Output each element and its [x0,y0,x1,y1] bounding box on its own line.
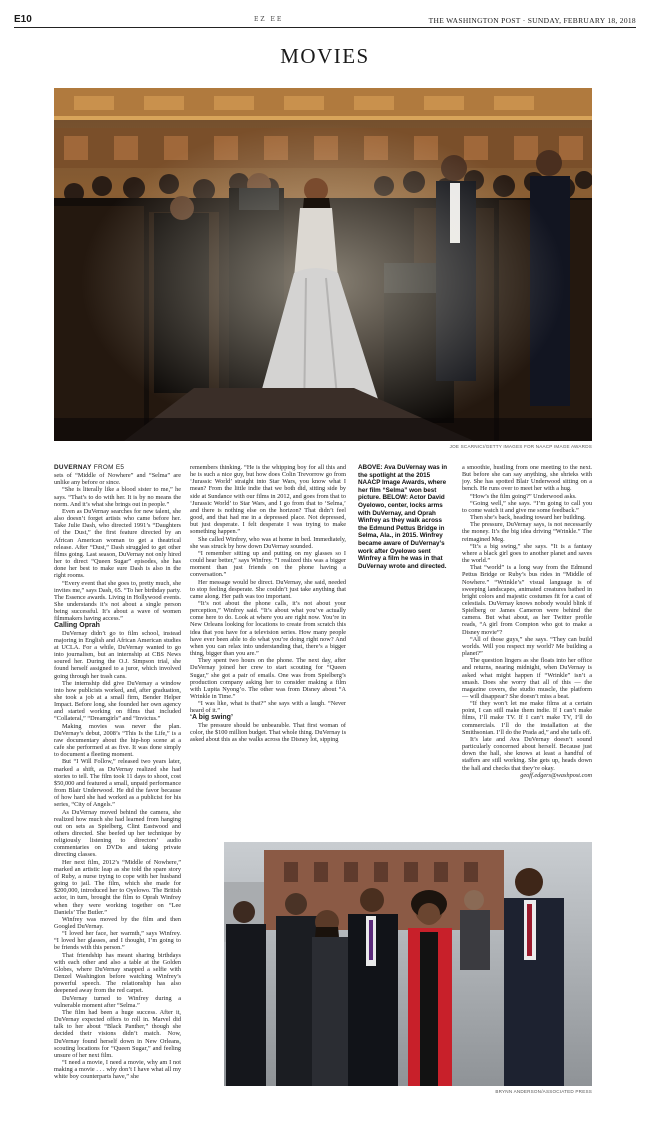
paragraph: “How’s the film going?” Underwood asks. [470,492,577,500]
paragraph: “It’s not about the phone calls, it’s not about your perception,” Winfrey said. “It’s about what you’ve actually come here to do. Look at where you are right now. You’re in New Orleans looking for locations to create from scratch this idea that you have for a television series. How many people have ever been able to do what you’re doing right now? And when you can relax into understanding that, there’s a bigger thing, bigger than you are.” [190,599,346,658]
paragraph: Her next film, 2012’s “Middle of Nowhere,” marked an artistic leap as she told the spare story of Ruby, a nurse trying to cope with her husband going to jail. The film, which she made for $200,000, introduced her to Oyelowo. The British actor, in turn, brought the film to Oprah Winfrey when they were working together on “Lee Daniels’ The Butler.” [54,858,181,916]
dateline: THE WASHINGTON POST · SUNDAY, FEBRUARY 18, 2018 [428,16,636,25]
paragraph: The question lingers as she floats into her office and returns, nearing midnight, when DuVernay is asked what might happen if “Wrinkle” isn’t a smash. Does she worry that all of this — the magazine covers, the studio muscle, the platform — will disappear? She doesn’t miss a beat. [462,657,592,700]
paragraph: It’s late and Ava DuVernay doesn’t sound particularly concerned about herself. Because just down the hall, she knows at least a handful of staffers are still working. She gets up, heads down the hall and checks that they’re okay. [462,735,592,772]
bottom-photo-credit: BRYNN ANDERSON/ASSOCIATED PRESS [495,1089,592,1094]
jump-label: DUVERNAY [54,464,92,471]
paragraph: The pressure should be unbearable. That first woman of color, the $100 million budget. That whole thing. DuVernay is asked about this as she walks across the Disney lot, sipping [190,721,346,743]
jump-line [54,464,181,471]
paragraph: DuVernay didn’t go to film school, instead majoring in English and African American studies at UCLA. For a while, DuVernay wanted to go into journalism, but an internship at CBS News soured her. During the O.J. Simpson trial, she found herself assigned to a juror, which involved going through her trash cans. [54,629,181,680]
photo-caption [358,464,448,584]
page-header [14,14,636,28]
bottom-photo [224,842,592,1086]
author-email: geoff.edgers@washpost.com [520,771,592,779]
article-column-1 [54,464,181,1084]
bottom-photo-illustration [224,842,592,1086]
paragraph: “I loved her face, her warmth,” says Winfrey. “I loved her glasses, and I thought, I’m going to be friends with this person.” [54,930,181,952]
paragraph: “It’s a big swing,” she says. “It is a fantasy where a black girl goes to another planet and saves the world.” [462,542,592,565]
paragraph: They spent two hours on the phone. The next day, after DuVernay joined her crew to start scouting for “Queen Sugar,” she got a pair of emails. One was from Spielberg’s production company asking her to consider making a film with Lupita Nyong’o. The other was from Disney about “A Wrinkle in Time.” [190,657,346,700]
caption-text: ABOVE: Ava DuVernay was in the spotlight at the 2015 NAACP Image Awards, where her film “Selma” won best picture. BELOW: Actor David Oyelowo, center, locks arms with DuVernay, and Oprah Winfrey as they walk across the Edmund Pettus Bridge in Selma, Ala., in 2015. Winfrey became aware of DuVernay’s work after Oyelowo sent Winfrey a film he was in that DuVernay wrote and directed. [358,464,448,570]
top-photo-illustration [54,88,592,441]
paragraph: sets of “Middle of Nowhere” and “Selma” are unlike any before or since. [54,472,181,487]
page-number: E10 [14,14,32,25]
paragraph: “If they won’t let me make films at a certain point, I can still make them indie. If I can’t make films, I’ll make TV. If I can’t make TV, I’ll do commercials. I’ll do the installation at the Smithsonian. I’ll do the Prada ad,” and she tails off. [462,700,592,736]
paragraph: “I need a movie, I need a movie, why am I not making a movie . . . why don’t I have what all my white boy counterparts have,” she [54,1058,181,1081]
paragraph: Winfrey was moved by the film and then Googled DuVernay. [54,915,181,930]
paragraph: Her message would be direct. DuVernay, she said, needed to stop feeling desperate. She couldn’t just take anything that came along. Her path was too important. [190,578,346,600]
paragraph: “I remember sitting up and putting on my glasses so I could hear better,” says Winfrey. “I realized this was a bigger moment than just friends on the phone having a conversation.” [190,549,346,579]
paragraph: That friendship has meant sharing birthdays with each other and also a table at the Golden Globes, where DuVernay snapped a selfie with Denzel Washington before watching Winfrey’s powerful speech. The relationship has also deepened away from the red carpet. [54,951,181,995]
paragraph: “All of those guys,” she says. “They can build worlds. Will you respect my world? Me building a planet?” [462,635,592,658]
paragraph: “I was like, what is that?” she says with a laugh. “Never heard of it.” [190,700,346,715]
paragraph: a smoothie, hustling from one meeting to the next. But before she can say anything, she shrieks with joy. She has spotted Blair Underwood sitting on a bench. He runs over to meet her with a hug. [462,464,592,493]
paragraph: As DuVernay moved behind the camera, she realized how much she had learned from hanging out on sets as Spielberg, Clint Eastwood and others directed. She beefed up her technique by religiously listening to directors’ audio commentaries on DVDs and taking private directing classes. [54,808,181,859]
article-column-2 [190,464,346,840]
paragraph: “Going well,” she says. “I’m going to call you to come watch it and give me some feedback.” [462,499,592,514]
article-column-4 [462,464,592,840]
section-title: MOVIES [280,44,370,68]
paragraph: Making movies was never the plan. DuVernay’s debut, 2008’s “This Is the Life,” is a raw documentary about the hip-hop scene at a cafe she performed at as five. It was done simply to document a fleeting moment. [54,722,181,759]
paragraph: The film had been a huge success. After it, DuVernay expected offers to roll in. Marvel did talk to her about “Black Panther,” though she decided their visions didn’t match. Now, DuVernay found herself down in New Orleans, scouting locations for “Queen Sugar,” and feeling unsure of her next film. [54,1008,181,1059]
paragraph: But “I Will Follow,” released two years later, marked a shift, as DuVernay realized she had stories to tell. The film took 11 days to shoot, cost $50,000 and featured a small, unpaid performance from Blair Underwood. He did the favor because of how hard she had worked as a publicist for his series, “City of Angels.” [54,758,181,809]
edition-marks: EZ EE [254,16,284,23]
paragraph: The internship did give DuVernay a window into how publicists worked, and, after graduation, she took a job at a small firm, Bender Helper Impact. Before long, she founded her own agency and started working on films that included “Collateral,” “Dreamgirls” and “Invictus.” [54,679,181,723]
subhead: Calling Oprah [54,622,100,630]
paragraph: Then she’s back, heading toward her building. [470,514,586,522]
top-photo-credit: JOE SCARNICI/GETTY IMAGES FOR NAACP IMAGE AWARDS [449,444,592,449]
paragraph: remembers thinking. “He is the whipping boy for all this and he is such a nice guy, but how does Colin Trevorrow go from ‘Jurassic World’ straight into Star Wars, you know what I mean? From the little indie that we both did, sitting side by side at Sundance with our films in 2012, and goes from that to ‘Jurassic World’ to Star Wars, and I go from that to ‘Selma,’ and there is nothing else on the horizon? That didn’t feel good, and that had me in a depressed place. Not depressed, but just desperate. I felt desperate I was trying to make something happen.” [190,464,346,536]
paragraph: That “world” is a long way from the Edmund Pettus Bridge or Ruby’s bus rides in “Middle of Nowhere.” “Wrinkle’s” visual language is of sweeping landscapes, animated creatures bathed in bright colors and majestic costumes fit for a cast of celestials. DuVernay knows nobody would blink if Spielberg or James Cameron were behind the camera. But what about, as her Twitter profile reads, “A girl from Compton who got to make a Disney movie”? [462,564,592,636]
paragraph: DuVernay turned to Winfrey during a vulnerable moment after “Selma.” [54,994,181,1009]
paragraph: Even as DuVernay searches for new talent, she also doesn’t forget artists who came before her. Take Julie Dash, who directed 1991’s “Daughters of the Dust,” the first feature directed by an African American woman to get a theatrical release. After “Dust,” Dash struggled to get other films going. Last season, DuVernay not only hired her to direct “Queen Sugar” episodes, she has done her best to make sure Dash is also in the right rooms. [54,507,181,580]
paragraph: “Every event that she goes to, pretty much, she invites me,” says Dash, 65. “To her birthday party. The Essence awards. Living in Hollywood events. She understands it’s not about a single person being successful. It’s about a wave of women filmmakers having access.” [54,579,181,623]
paragraph: “She is literally like a blood sister to me,” he says. “That’s to do with her. It is by no means the norm. And it’s what she brings out in people.” [54,486,181,508]
paragraph: The pressure, DuVernay says, is not necessarily the money. It’s the big idea driving “Wrinkle.” The reimagined Meg. [462,521,592,543]
jump-from: FROM E5 [91,464,125,471]
subhead: ‘A big swing’ [190,714,233,722]
paragraph: She called Winfrey, who was at home in bed. Immediately, she was struck by how down DuVernay sounded. [190,535,346,550]
top-photo [54,88,592,441]
